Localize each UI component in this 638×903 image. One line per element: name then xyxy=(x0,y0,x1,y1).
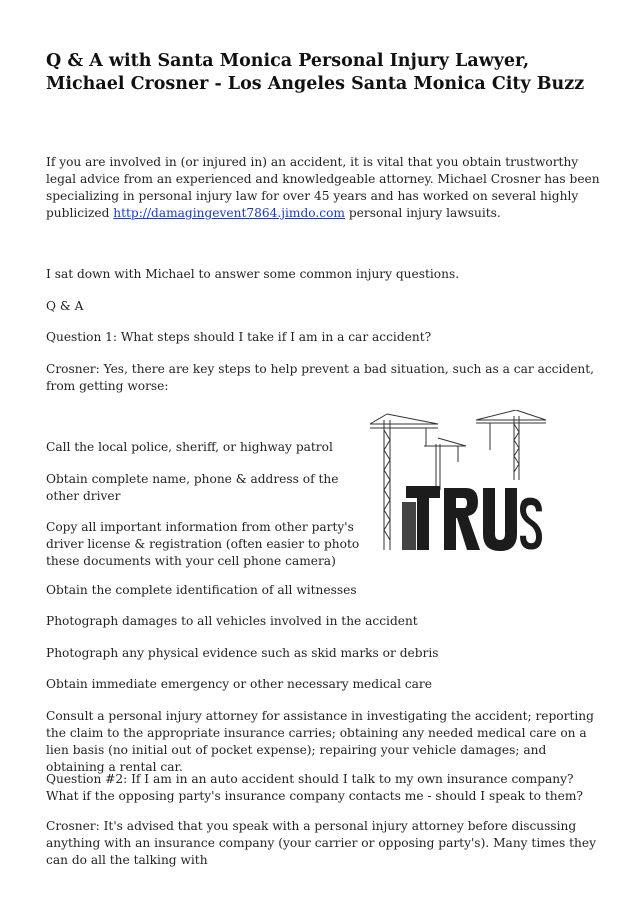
intro-text: If you are involved in (or injured in) an accident, it is vital that you obtain trustworthy legal advice from an experienced and knowledgeable attorney. Michael Crosner has been specializing in personal injury law for over 45 years and has worked on several highly publicized xyxy=(46,155,600,220)
answer-1-intro: Crosner: Yes, there are key steps to help prevent a bad situation, such as a car accident, from getting worse: xyxy=(46,362,595,393)
step-item: Obtain immediate emergency or other necessary medical care xyxy=(46,677,432,691)
question-1: Question 1: What steps should I take if I am in a car accident? xyxy=(46,330,432,344)
step-item: Copy all important information from other party's driver license & registration (often easier to photo these documents with your cell phone camera) xyxy=(46,520,360,568)
intro-link[interactable]: http://damagingevent7864.jimdo.com xyxy=(113,206,345,220)
intro-text-end: personal injury lawsuits. xyxy=(345,206,501,220)
qa-heading: Q & A xyxy=(46,299,84,313)
answer-2: Crosner: It's advised that you speak with a personal injury attorney before discussing anything with an insurance company (your carrier or opposing party's). Many times they can do all the talking with xyxy=(46,819,596,867)
step-item: Call the local police, sheriff, or highway patrol xyxy=(46,440,333,454)
trust-construction-image xyxy=(366,410,548,560)
intro-paragraph xyxy=(46,154,602,222)
step-item: Consult a personal injury attorney for assistance in investigating the accident; reporting the claim to the appropriate insurance carries; obtaining any needed medical care on a lien basis (no initial out of pocket expense); repairing your vehicle damages; and obtaining a rental car. xyxy=(46,709,594,774)
question-2: Question #2: If I am in an auto accident should I talk to my own insurance company? What if the opposing party's insurance company contacts me - should I speak to them? xyxy=(46,772,583,803)
step-item: Photograph any physical evidence such as skid marks or debris xyxy=(46,646,439,660)
page-title: Q & A with Santa Monica Personal Injury Lawyer, Michael Crosner - Los Angeles Santa Monica City Buzz xyxy=(46,51,585,94)
step-item: Obtain complete name, phone & address of the other driver xyxy=(46,472,339,503)
paragraph-sat-down: I sat down with Michael to answer some common injury questions. xyxy=(46,267,460,281)
step-item: Obtain the complete identification of all witnesses xyxy=(46,583,357,597)
step-item: Photograph damages to all vehicles involved in the accident xyxy=(46,614,418,628)
